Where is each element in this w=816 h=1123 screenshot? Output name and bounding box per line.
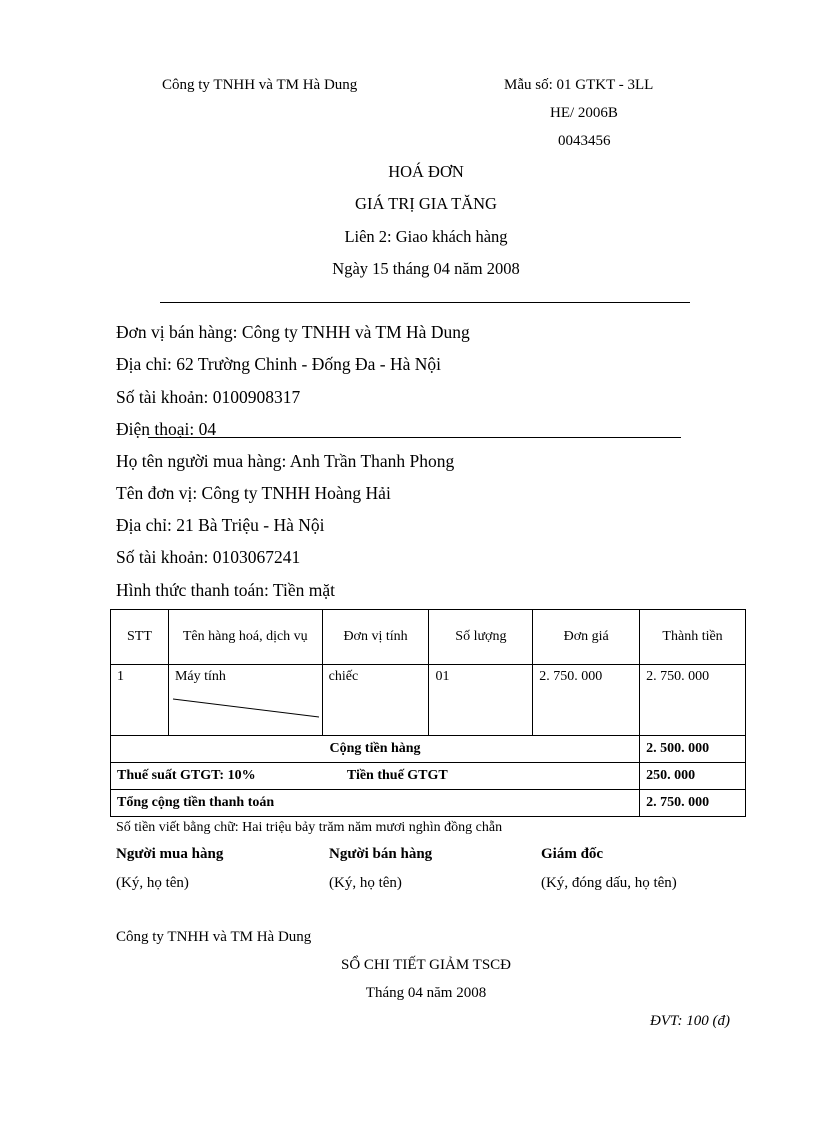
row-stt: 1 <box>111 665 169 736</box>
seller-phone-label: Điện thoại: <box>116 419 199 439</box>
signature-director-role: Giám đốc <box>541 846 604 862</box>
signature-buyer-note: (Ký, họ tên) <box>116 875 189 891</box>
header-amount: Thành tiền <box>640 610 746 665</box>
ledger-unit: ĐVT: 100 (đ) <box>650 1013 730 1029</box>
seller-unit: Đơn vị bán hàng: Công ty TNHH và TM Hà Dung <box>116 322 470 342</box>
table-row <box>111 665 746 736</box>
header-stt: STT <box>111 610 169 665</box>
form-number: Mẫu số: 01 GTKT - 3LL <box>504 77 654 93</box>
ledger-title: SỔ CHI TIẾT GIẢM TSCĐ <box>340 957 512 973</box>
row-item-name-text: Máy tính <box>174 669 226 684</box>
total-label: Tổng cộng tiền thanh toán <box>111 790 640 817</box>
signature-director-note: (Ký, đóng dấu, họ tên) <box>541 875 677 891</box>
header-quantity: Số lượng <box>429 610 533 665</box>
payment-method: Hình thức thanh toán: Tiền mặt <box>116 580 335 600</box>
seller-phone-value: 04 <box>198 419 217 439</box>
header-item-name: Tên hàng hoá, dịch vụ <box>168 610 322 665</box>
amount-in-words: Số tiền viết bằng chữ: Hai triệu bảy trăm năm mươi nghìn đồng chẵn <box>116 820 503 835</box>
vat-cell <box>111 763 640 790</box>
row-quantity: 01 <box>429 665 533 736</box>
ledger-period: Tháng 04 năm 2008 <box>365 985 487 1001</box>
title-divider <box>160 302 690 303</box>
invoice-series: HE/ 2006B <box>550 105 618 121</box>
table-header-row <box>111 610 746 665</box>
subtotal-row <box>111 736 746 763</box>
subtotal-label: Cộng tiền hàng <box>111 736 640 763</box>
row-item-name <box>168 665 322 736</box>
row-amount: 2. 750. 000 <box>640 665 746 736</box>
strike-line <box>169 665 323 731</box>
subtotal-value: 2. 500. 000 <box>640 736 746 763</box>
signature-seller-role: Người bán hàng <box>329 846 433 862</box>
buyer-account: Số tài khoản: 0103067241 <box>116 547 301 567</box>
invoice-number: 0043456 <box>558 133 611 149</box>
signature-buyer-role: Người mua hàng <box>116 846 224 862</box>
seller-account: Số tài khoản: 0100908317 <box>116 387 301 407</box>
phone-underline <box>148 437 681 438</box>
signature-seller-note: (Ký, họ tên) <box>329 875 402 891</box>
invoice-title: HOÁ ĐƠN <box>388 162 464 181</box>
total-row <box>111 790 746 817</box>
row-unit: chiếc <box>322 665 429 736</box>
vat-amount-label: Tiền thuế GTGT <box>346 768 448 783</box>
total-value: 2. 750. 000 <box>640 790 746 817</box>
header-unit: Đơn vị tính <box>322 610 429 665</box>
vat-rate-label: Thuế suất GTGT: 10% <box>117 768 256 783</box>
seller-address: Địa chỉ: 62 Trường Chinh - Đống Đa - Hà Nội <box>116 354 441 374</box>
buyer-unit: Tên đơn vị: Công ty TNHH Hoàng Hải <box>116 483 391 503</box>
invoice-copy: Liên 2: Giao khách hàng <box>344 227 508 246</box>
buyer-name: Họ tên người mua hàng: Anh Trần Thanh Phong <box>116 451 455 471</box>
header-unit-price: Đơn giá <box>533 610 640 665</box>
ledger-company: Công ty TNHH và TM Hà Dung <box>116 929 312 945</box>
invoice-table <box>110 609 746 817</box>
buyer-address: Địa chỉ: 21 Bà Triệu - Hà Nội <box>116 515 325 535</box>
vat-row <box>111 763 746 790</box>
row-unit-price: 2. 750. 000 <box>533 665 640 736</box>
vat-value: 250. 000 <box>640 763 746 790</box>
invoice-subtitle: GIÁ TRỊ GIA TĂNG <box>355 194 497 213</box>
invoice-date: Ngày 15 tháng 04 năm 2008 <box>332 259 520 278</box>
company-name: Công ty TNHH và TM Hà Dung <box>162 77 358 93</box>
